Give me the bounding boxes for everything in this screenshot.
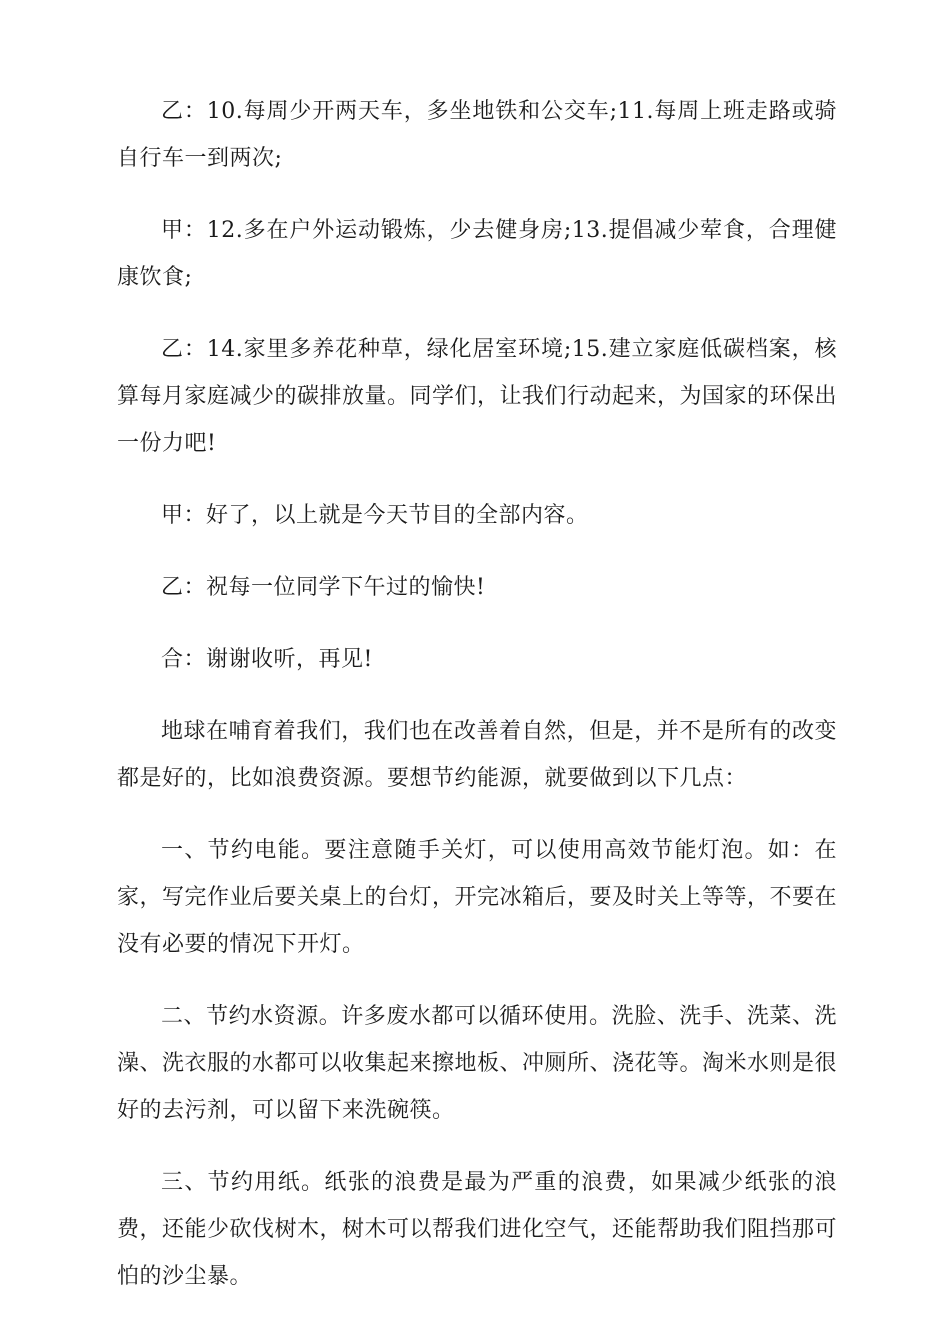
paragraph-9: 二、节约水资源。许多废水都可以循环使用。洗脸、洗手、洗菜、洗澡、洗衣服的水都可以收集起来擦地板、冲厕所、浇花等。淘米水则是很好的去污剂，可以留下来洗碗筷。	[117, 1004, 838, 1123]
paragraph-6: 合：谢谢收听，再见!	[161, 647, 373, 672]
paragraph-10: 三、节约用纸。纸张的浪费是最为严重的浪费，如果减少纸张的浪费，还能少砍伐树木，树木可以帮我们进化空气，还能帮助我们阻挡那可怕的沙尘暴。	[117, 1170, 838, 1289]
document-body	[117, 88, 837, 1325]
paragraph-8: 一、节约电能。要注意随手关灯，可以使用高效节能灯泡。如：在家，写完作业后要关桌上的台灯，开完冰箱后，要及时关上等等，不要在没有必要的情况下开灯。	[117, 838, 838, 957]
paragraph-5: 乙：祝每一位同学下午过的愉快!	[161, 575, 486, 600]
paragraph-2: 甲：12.多在户外运动锻炼，少去健身房;13.提倡减少荤食，合理健康饮食;	[117, 218, 837, 290]
paragraph-4: 甲：好了，以上就是今天节目的全部内容。	[161, 503, 589, 528]
paragraph-7: 地球在哺育着我们，我们也在改善着自然，但是，并不是所有的改变都是好的，比如浪费资源。要想节约能源，就要做到以下几点：	[117, 719, 837, 791]
paragraph-1: 乙：10.每周少开两天车，多坐地铁和公交车;11.每周上班走路或骑自行车一到两次;	[117, 99, 837, 171]
paragraph-3: 乙：14.家里多养花种草，绿化居室环境;15.建立家庭低碳档案，核算每月家庭减少的碳排放量。同学们，让我们行动起来，为国家的环保出一份力吧!	[117, 337, 838, 456]
